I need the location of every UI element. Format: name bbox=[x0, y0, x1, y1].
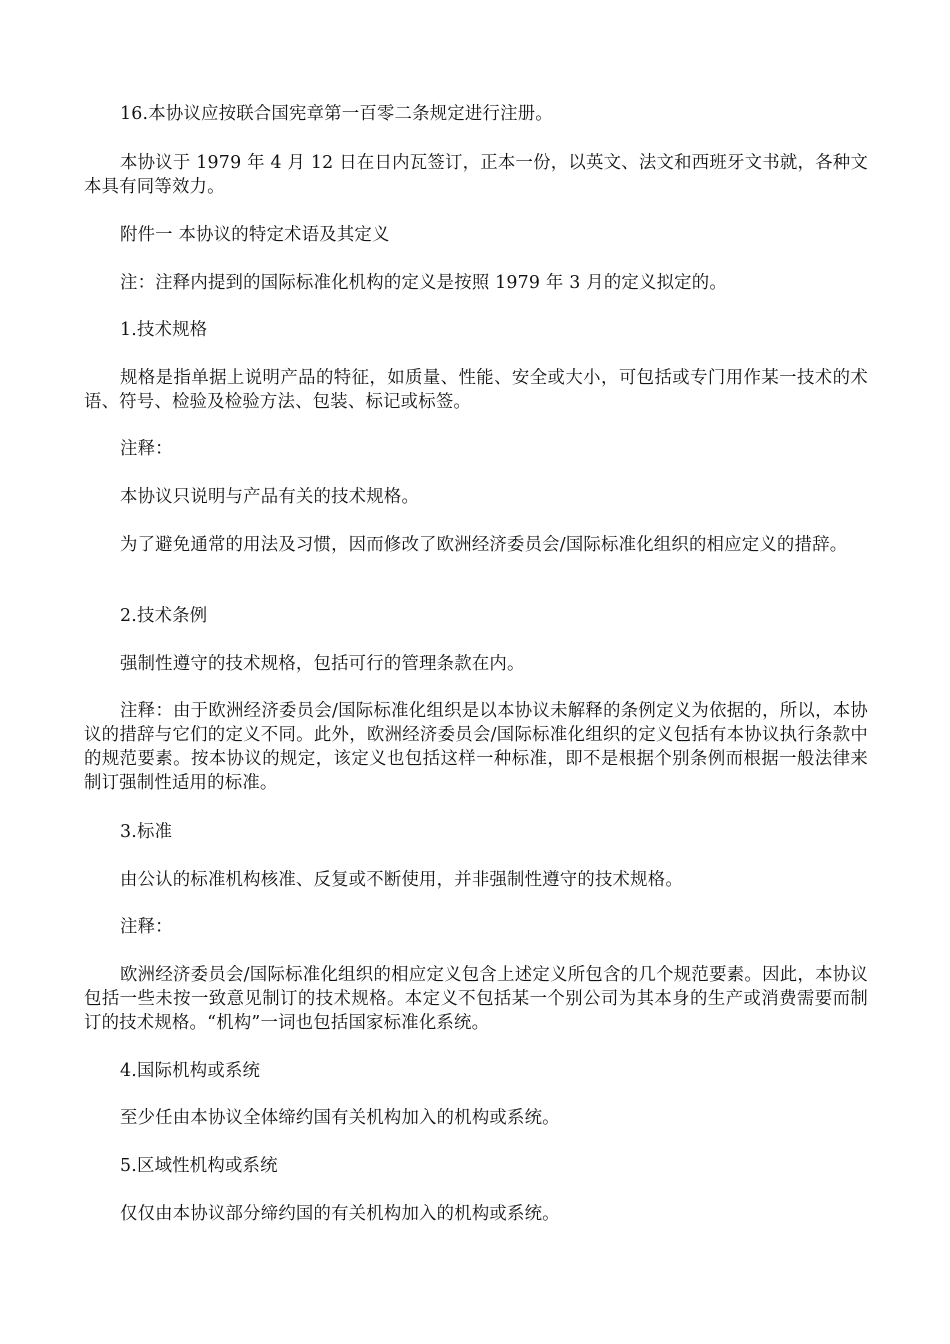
note-text-1a: 本协议只说明与产品有关的技术规格。 bbox=[120, 487, 420, 507]
section-heading-5: 5.区域性机构或系统 bbox=[120, 1156, 278, 1176]
note-text-3: 欧洲经济委员会/国际标准化组织的相应定义包含上述定义所包含的几个规范要素。因此，本协议包括一些未按一致意见制订的技术规格。本定义不包括某一个别公司为其本身的生产或消费需要而制订的技术规格。“机构”一词也包括国家标准化系统。 bbox=[84, 965, 868, 1033]
note-text-2: 注释：由于欧洲经济委员会/国际标准化组织是以本协议未解释的条例定义为依据的，所以，本协议的措辞与它们的定义不同。此外，欧洲经济委员会/国际标准化组织的定义包括有本协议执行条款中的规范要素。按本协议的规定，该定义也包括这样一种标准，即不是根据个别条例而根据一般法律来制订强制性适用的标准。 bbox=[84, 701, 868, 793]
paragraph-registration: 16.本协议应按联合国宪章第一百零二条规定进行注册。 bbox=[120, 104, 553, 124]
section-heading-4: 4.国际机构或系统 bbox=[120, 1061, 261, 1081]
definition-4: 至少任由本协议全体缔约国有关机构加入的机构或系统。 bbox=[120, 1108, 560, 1128]
section-heading-3: 3.标准 bbox=[120, 822, 173, 842]
section-heading-2: 2.技术条例 bbox=[120, 606, 208, 626]
definition-1: 规格是指单据上说明产品的特征，如质量、性能、安全或大小，可包括或专门用作某一技术的术语、符号、检验及检验方法、包装、标记或标签。 bbox=[84, 368, 868, 412]
definition-2: 强制性遵守的技术规格，包括可行的管理条款在内。 bbox=[120, 654, 525, 674]
paragraph-signing: 本协议于 1979 年 4 月 12 日在日内瓦签订，正本一份，以英文、法文和西班牙文书就，各种文本具有同等效力。 bbox=[84, 153, 868, 197]
definition-3: 由公认的标准机构核准、反复或不断使用，并非强制性遵守的技术规格。 bbox=[120, 870, 683, 890]
section-heading-1: 1.技术规格 bbox=[120, 320, 208, 340]
note-text-1b: 为了避免通常的用法及习惯，因而修改了欧洲经济委员会/国际标准化组织的相应定义的措辞。 bbox=[120, 535, 848, 555]
definition-5: 仅仅由本协议部分缔约国的有关机构加入的机构或系统。 bbox=[120, 1204, 560, 1224]
note-label-3: 注释： bbox=[120, 917, 173, 937]
note-label-1: 注释： bbox=[120, 439, 173, 459]
annex-note: 注：注释内提到的国际标准化机构的定义是按照 1979 年 3 月的定义拟定的。 bbox=[120, 273, 727, 293]
annex-heading: 附件一 本协议的特定术语及其定义 bbox=[120, 225, 390, 245]
